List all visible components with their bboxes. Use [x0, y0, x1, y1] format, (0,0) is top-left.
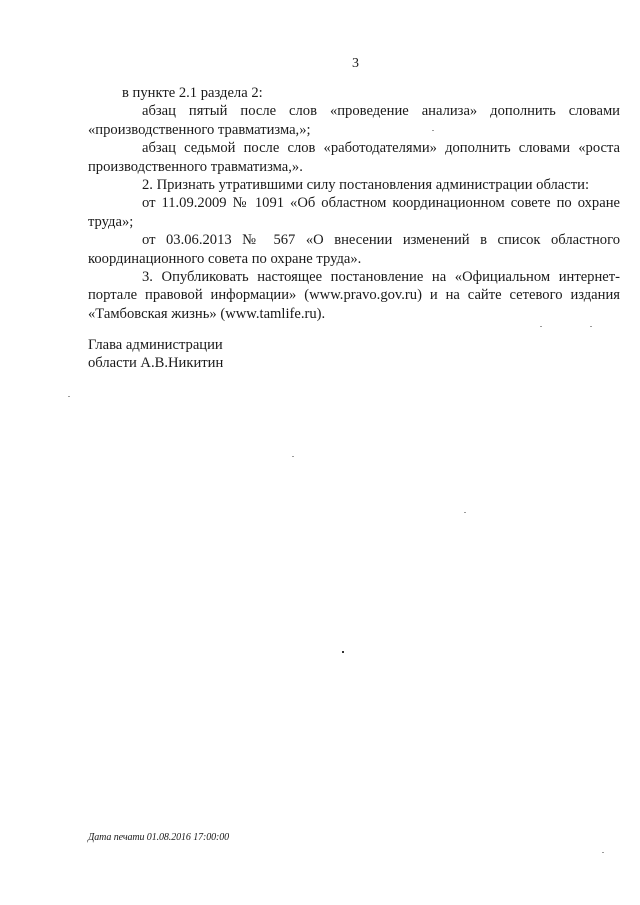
page-number: 3 [352, 56, 359, 71]
paragraph-section-ref: в пункте 2.1 раздела 2: [122, 85, 263, 101]
paragraph-publish: 3. Опубликовать настоящее постановление на «Официальном интернет-портале правовой информации» (www.pravo.gov.ru) и на сайте сетевого издания «Тамбовская жизнь» (www.tamlife.ru). [88, 269, 620, 322]
print-date: Дата печати 01.08.2016 17:00:00 [88, 832, 230, 843]
paragraph-amendment-2: абзац седьмой после слов «работодателями» дополнить словами «роста производственного травматизма,». [88, 140, 620, 175]
paragraph-repeal-item-2: от 03.06.2013 № 567 «О внесении изменений в список областного координационного совета по охране труда». [88, 232, 620, 267]
scan-speck [432, 130, 434, 131]
paragraph-repeal: 2. Признать утратившими силу постановления администрации области: [142, 177, 589, 194]
signature-name: области А.В.Никитин [88, 355, 224, 372]
signature-block [88, 336, 223, 373]
scan-speck [602, 852, 604, 853]
scan-speck [68, 396, 70, 397]
document-body [88, 84, 620, 323]
scan-speck [292, 456, 294, 457]
scan-speck [342, 651, 344, 653]
scan-speck [540, 326, 542, 327]
paragraph-amendment-1: абзац пятый после слов «проведение анализа» дополнить словами «производственного травматизма,»; [88, 103, 620, 138]
signature-title: Глава администрации [88, 337, 223, 353]
scan-speck [590, 326, 592, 327]
paragraph-repeal-item-1: от 11.09.2009 № 1091 «Об областном координационном совете по охране труда»; [88, 195, 620, 230]
scan-speck [464, 512, 466, 513]
